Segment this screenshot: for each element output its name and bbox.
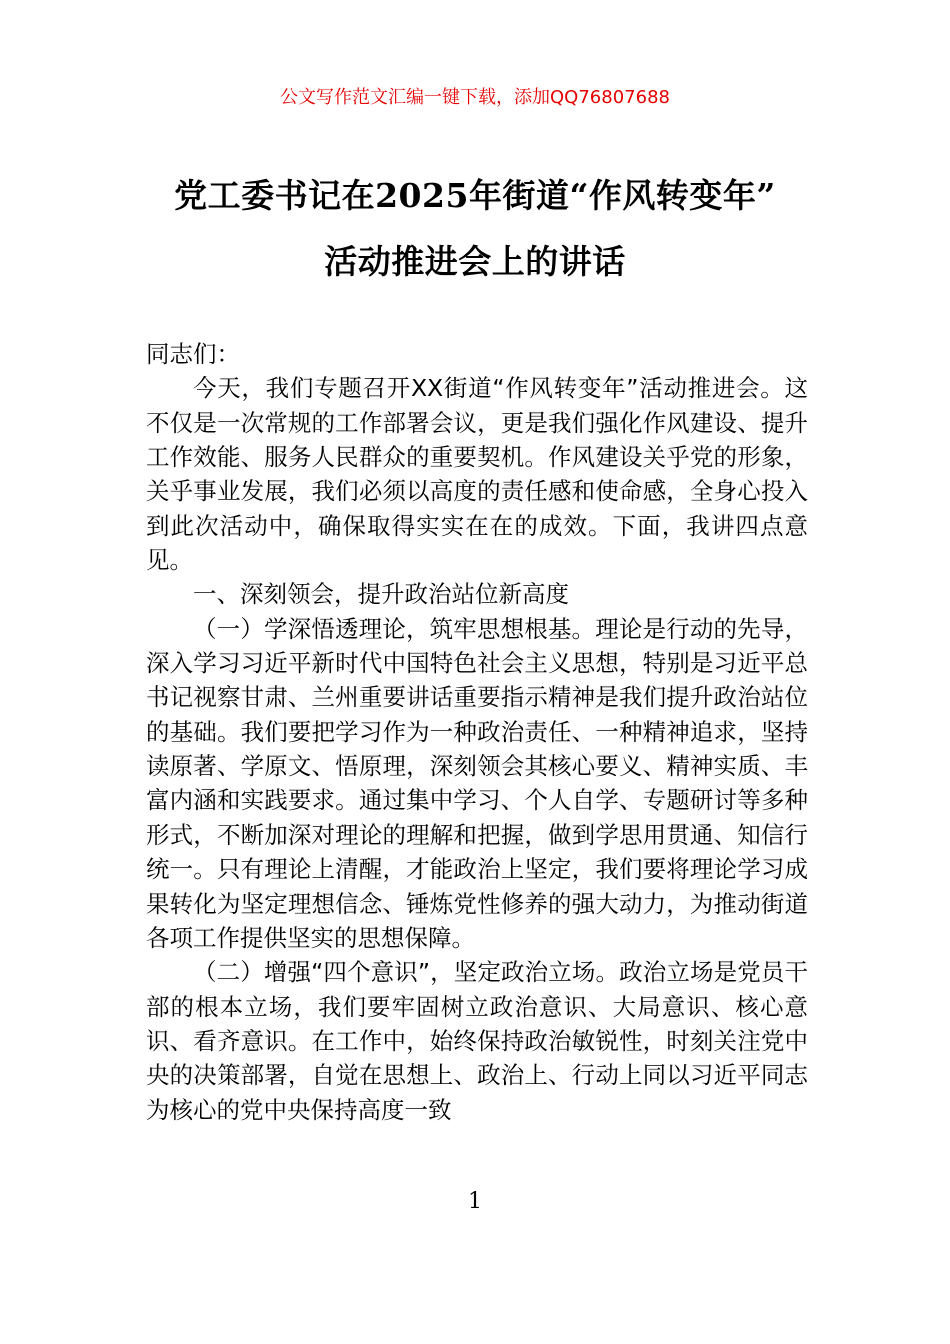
- section-heading-1: 一、深刻领会，提升政治站位新高度: [193, 580, 569, 609]
- subsection-paragraph-2: （二）增强“四个意识”，坚定政治立场。政治立场是党员干部的根本立场，我们要牢固树立政治意识、大局意识、核心意识、看齐意识。在工作中，始终保持政治敏锐性，时刻关注党中央的决策部署，自觉在思想上、政治上、行动上同以习近平同志为核心的党中央保持高度一致: [146, 958, 808, 1124]
- download-banner[interactable]: 公文写作范文汇编一键下载，添加QQ76807688: [280, 87, 670, 108]
- subsection-paragraph-1: （一）学深悟透理论，筑牢思想根基。理论是行动的先导，深入学习习近平新时代中国特色社会主义思想，特别是习近平总书记视察甘肃、兰州重要讲话重要指示精神是我们提升政治站位的基础。我们要把学习作为一种政治责任、一种精神追求，坚持读原著、学原文、悟原理，深刻领会其核心要义、精神实质、丰富内涵和实践要求。通过集中学习、个人自学、专题研讨等多种形式，不断加深对理论的理解和把握，做到学思用贯通、知信行统一。只有理论上清醒，才能政治上坚定，我们要将理论学习成果转化为坚定理想信念、锤炼党性修养的强大动力，为推动街道各项工作提供坚实的思想保障。: [146, 614, 808, 952]
- salutation: 同志们：: [146, 340, 240, 368]
- document-body: [146, 337, 808, 1127]
- page-number: 1: [468, 1189, 482, 1214]
- document-title-line-2: 活动推进会上的讲话: [324, 242, 626, 281]
- intro-paragraph: 今天，我们专题召开XX街道“作风转变年”活动推进会。这不仅是一次常规的工作部署会议，更是我们强化作风建设、提升工作效能、服务人民群众的重要契机。作风建设关乎党的形象，关乎事业发展，我们必须以高度的责任感和使命感，全身心投入到此次活动中，确保取得实实在在的成效。下面，我讲四点意见。: [146, 374, 808, 575]
- document-title-line-1: 党工委书记在2025年街道“作风转变年”: [174, 176, 776, 215]
